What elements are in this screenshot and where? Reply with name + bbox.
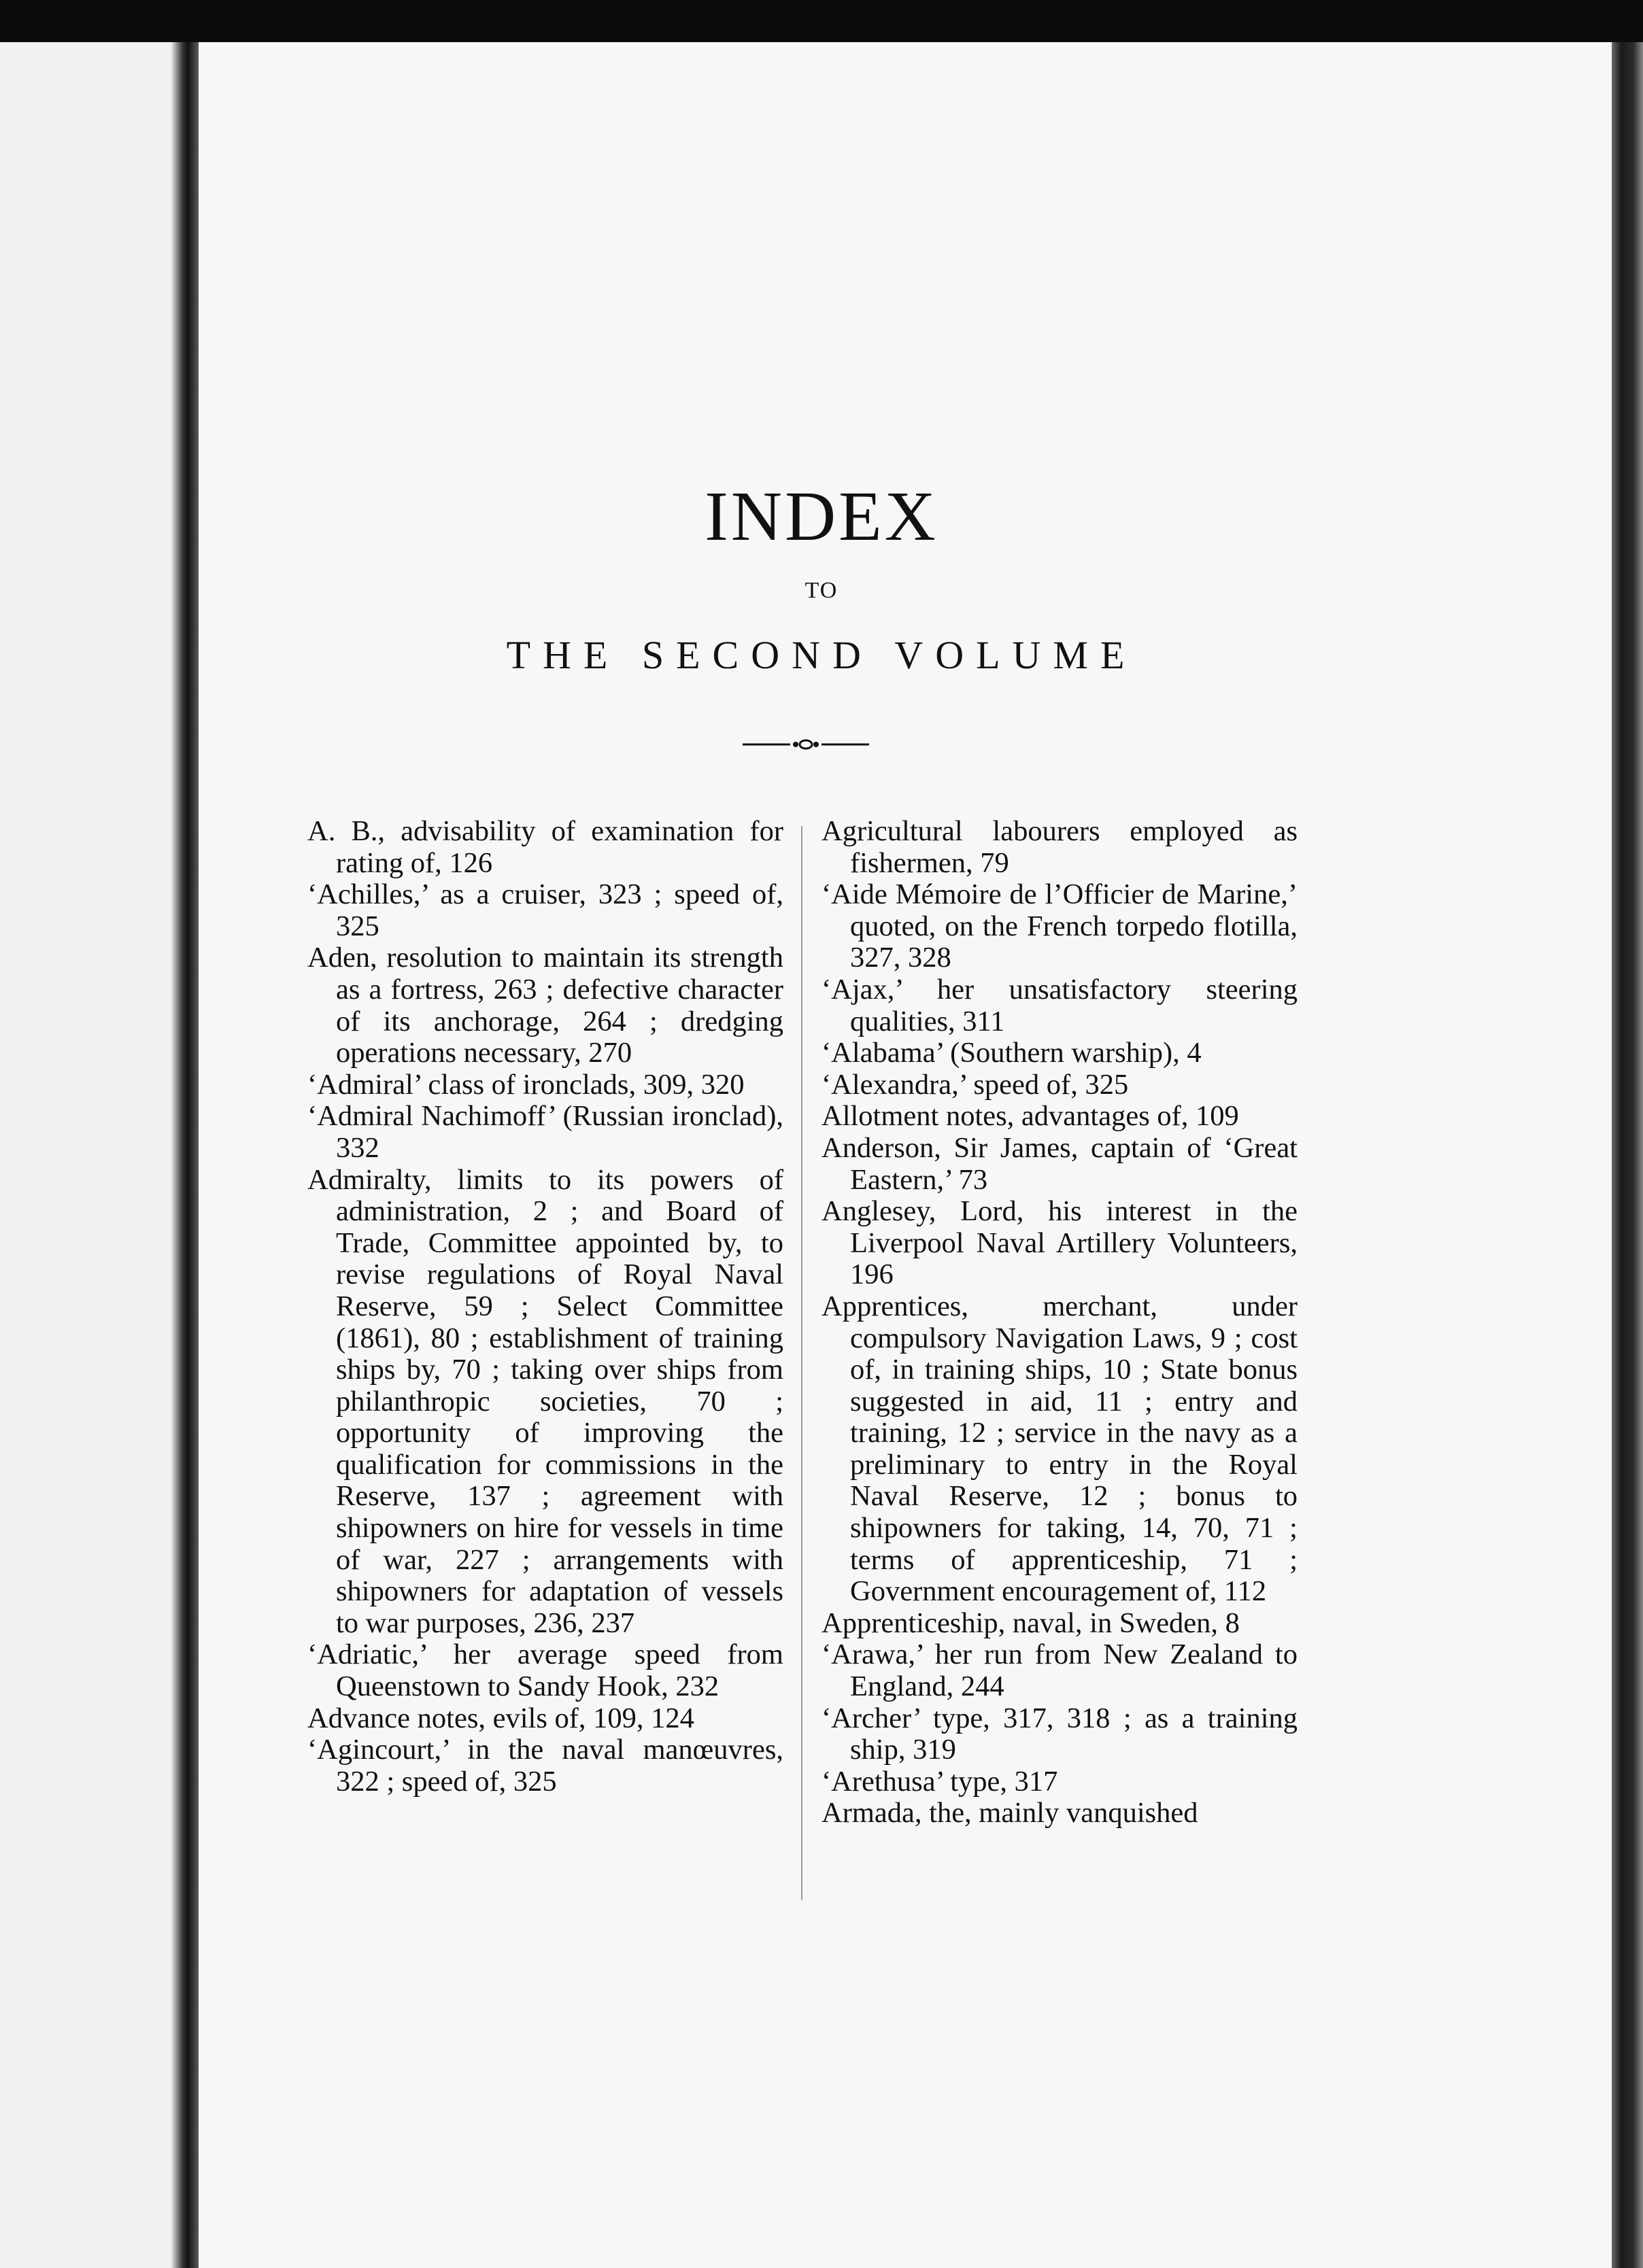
column-divider [801,826,802,1900]
index-entry: Apprentices, merchant, under compulsory Navigation Laws, 9 ; cost of, in training ships, 10 ; State bonus suggested in aid, 11 ; entry and training, 12 ; service in the navy as a preliminary to entry in the Royal Naval Reserve, 12 ; bonus to shipowners for taking, 14, 70, 71 ; terms of apprenticeship, 71 ; Government encouragement of, 112 [822,1290,1298,1608]
book-gutter [171,42,199,2268]
index-entry: Apprenticeship, naval, in Sweden, 8 [822,1606,1240,1639]
index-entry: Advance notes, evils of, 109, 124 [307,1702,694,1734]
index-entry: Anderson, Sir James, captain of ‘Great Eastern,’ 73 [822,1131,1298,1196]
page-subtitle: THE SECOND VOLUME [506,633,1137,677]
index-entry: ‘Ajax,’ her unsatisfactory steering qualities, 311 [822,973,1298,1037]
index-entry: ‘Admiral Nachimoff’ (Russian ironclad), 332 [307,1100,783,1164]
index-entry: ‘Achilles,’ as a cruiser, 323 ; speed of, 325 [307,878,783,942]
index-entry: ‘Archer’ type, 317, 318 ; as a training ship, 319 [822,1702,1298,1766]
page-title: INDEX [705,477,938,555]
page-right-edge [1612,42,1643,2268]
facing-page [0,42,199,2268]
index-entry: ‘Arawa,’ her run from New Zealand to England, 244 [822,1638,1298,1703]
index-entry: ‘Alexandra,’ speed of, 325 [822,1068,1129,1101]
index-entry: ‘Admiral’ class of ironclads, 309, 320 [307,1068,745,1101]
index-entry: ‘Aide Mémoire de l’Officier de Marine,’ quoted, on the French torpedo flotilla, 327, 328 [822,878,1298,974]
index-column-right [822,816,1298,1829]
title-connector: TO [804,578,839,603]
index-column-left [307,816,783,1798]
index-entry: ‘Agincourt,’ in the naval manœuvres, 322 ; speed of, 325 [307,1734,783,1798]
index-entry: Admiralty, limits to its powers of administration, 2 ; and Board of Trade, Committee appointed by, to revise regulations of Royal Naval Reserve, 59 ; Select Committee (1861), 80 ; establishment of training ships by, 70 ; taking over ships from philanthropic societies, 70 ; opportunity of improving the qualification for commissions in the Reserve, 137 ; agreement with shipowners on hire for vessels in time of war, 227 ; arrangements with shipowners for adaptation of vessels to war purposes, 236, 237 [307,1163,783,1639]
index-entry: ‘Adriatic,’ her average speed from Queenstown to Sandy Hook, 232 [307,1638,783,1703]
ornament-rule-icon [743,734,869,755]
index-entry: Agricultural labourers employed as fishermen, 79 [822,815,1298,879]
index-entry: Anglesey, Lord, his interest in the Liverpool Naval Artillery Volunteers, 196 [822,1195,1298,1291]
index-entry: Armada, the, mainly vanquished [822,1797,1198,1829]
index-entry: ‘Alabama’ (Southern warship), 4 [822,1037,1202,1069]
index-entry: Allotment notes, advantages of, 109 [822,1100,1239,1133]
index-entry: ‘Arethusa’ type, 317 [822,1765,1058,1798]
scan-top-border [0,0,1643,42]
index-entry: A. B., advisability of examination for rating of, 126 [307,815,783,879]
index-entry: Aden, resolution to maintain its strength as a fortress, 263 ; defective character of its anchorage, 264 ; dredging operations necessary, 270 [307,942,783,1069]
